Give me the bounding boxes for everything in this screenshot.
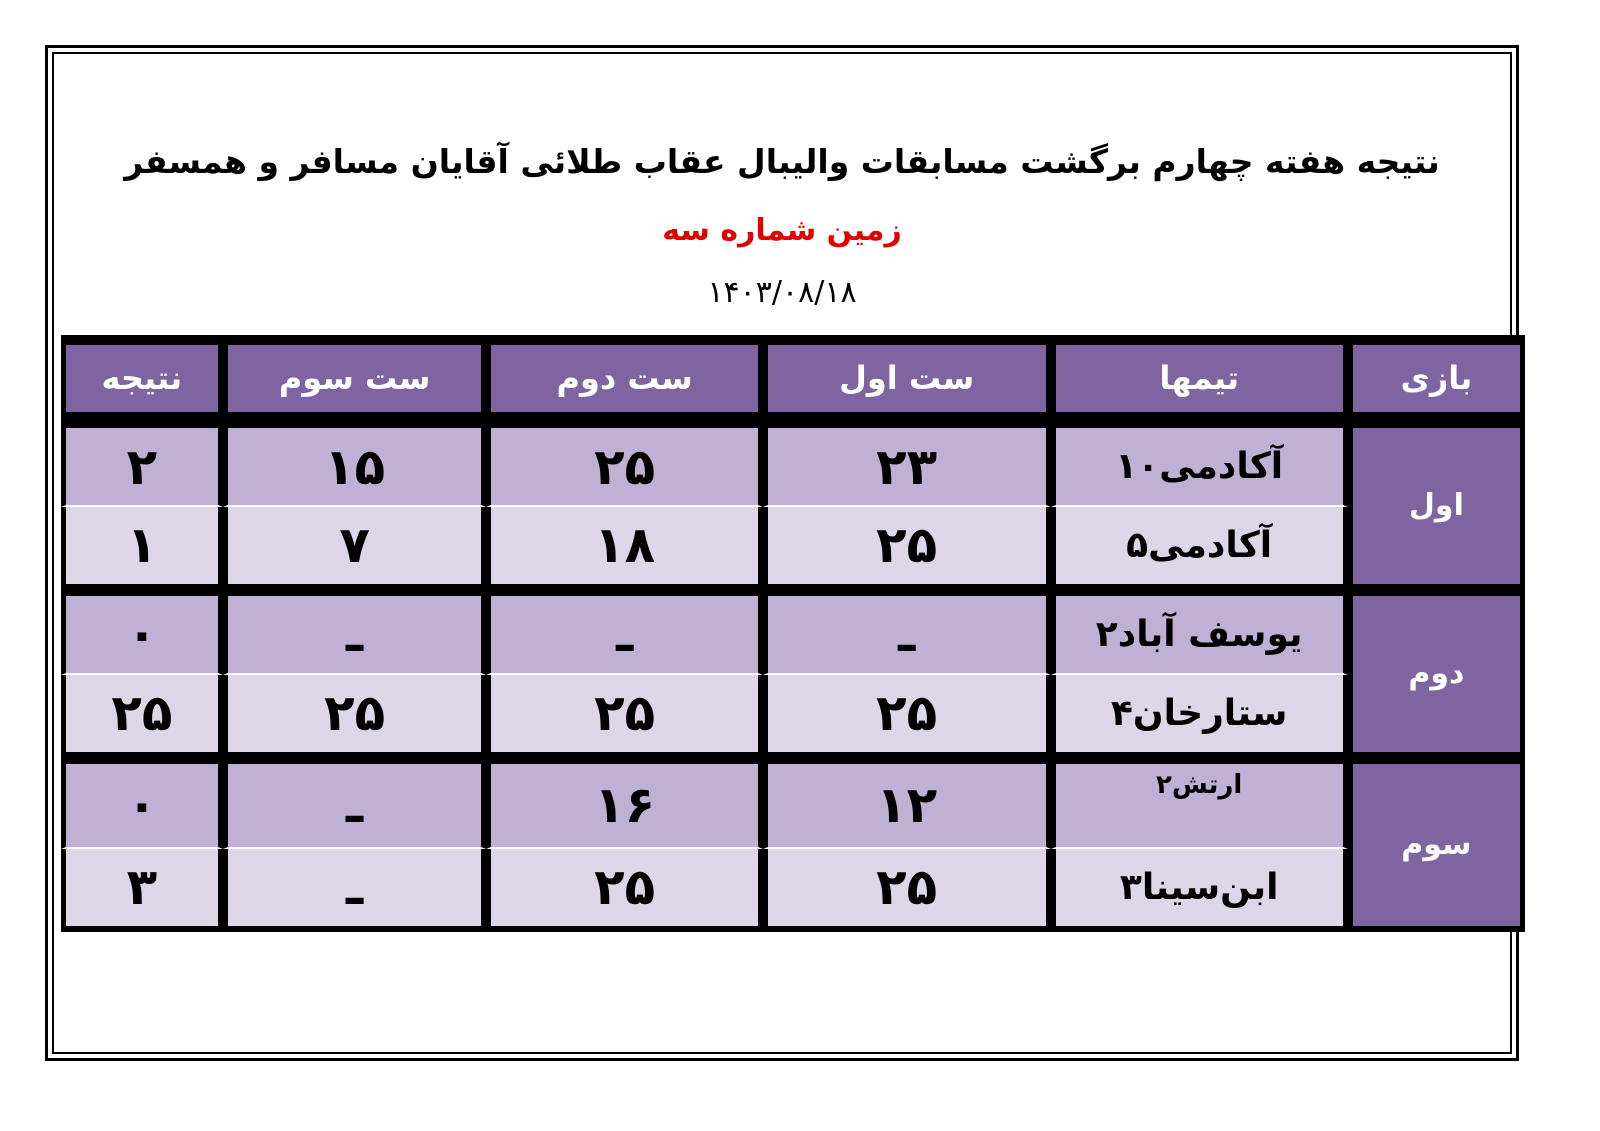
header-row	[61, 335, 1525, 422]
result-score: ۳	[61, 849, 223, 932]
result-score: ۰	[61, 758, 223, 849]
table-row	[61, 758, 1525, 849]
set2-score: ۱۸	[486, 507, 762, 590]
set3-score: ۱۵	[223, 422, 487, 507]
set1-score: ۲۳	[763, 422, 1051, 507]
team-name: آکادمی۵	[1051, 507, 1348, 590]
header-set1: ست اول	[763, 335, 1051, 422]
set1-score: ۲۵	[763, 507, 1051, 590]
team-name: آکادمی۱۰	[1051, 422, 1348, 507]
team-name: ستارخان۴	[1051, 675, 1348, 758]
team-name: یوسف آباد۲	[1051, 590, 1348, 675]
game-label: اول	[1348, 422, 1525, 590]
set1-score: ـ	[763, 590, 1051, 675]
result-score: ۲	[61, 422, 223, 507]
header-set2: ست دوم	[486, 335, 762, 422]
header-result: نتیجه	[61, 335, 223, 422]
team-name: ابن‌سینا۳	[1051, 849, 1348, 932]
document-title: نتیجه هفته چهارم برگشت مسابقات والیبال عقاب طلائی آقایان مسافر و همسفر	[124, 142, 1440, 181]
table-row	[61, 507, 1525, 590]
table-row	[61, 590, 1525, 675]
set3-score: ـ	[223, 758, 487, 849]
header-teams: تیمها	[1051, 335, 1348, 422]
set2-score: ۲۵	[486, 849, 762, 932]
game-label: سوم	[1348, 758, 1525, 932]
result-score: ۰	[61, 590, 223, 675]
set2-score: ۲۵	[486, 422, 762, 507]
set1-score: ۲۵	[763, 849, 1051, 932]
court-subtitle: زمین شماره سه	[662, 213, 902, 248]
team-name: ارتش۲	[1051, 758, 1348, 849]
set3-score: ۷	[223, 507, 487, 590]
set3-score: ـ	[223, 590, 487, 675]
set1-score: ۱۲	[763, 758, 1051, 849]
set2-score: ۱۶	[486, 758, 762, 849]
set2-score: ۲۵	[486, 675, 762, 758]
table-row	[61, 422, 1525, 507]
set2-score: ـ	[486, 590, 762, 675]
table-row	[61, 675, 1525, 758]
result-score: ۲۵	[61, 675, 223, 758]
set3-score: ـ	[223, 849, 487, 932]
table-row	[61, 849, 1525, 932]
set3-score: ۲۵	[223, 675, 487, 758]
game-label: دوم	[1348, 590, 1525, 758]
set1-score: ۲۵	[763, 675, 1051, 758]
results-table	[61, 335, 1525, 932]
result-score: ۱	[61, 507, 223, 590]
document-date: ۱۴۰۳/۰۸/۱۸	[707, 275, 857, 310]
header-game: بازی	[1348, 335, 1525, 422]
header-set3: ست سوم	[223, 335, 487, 422]
